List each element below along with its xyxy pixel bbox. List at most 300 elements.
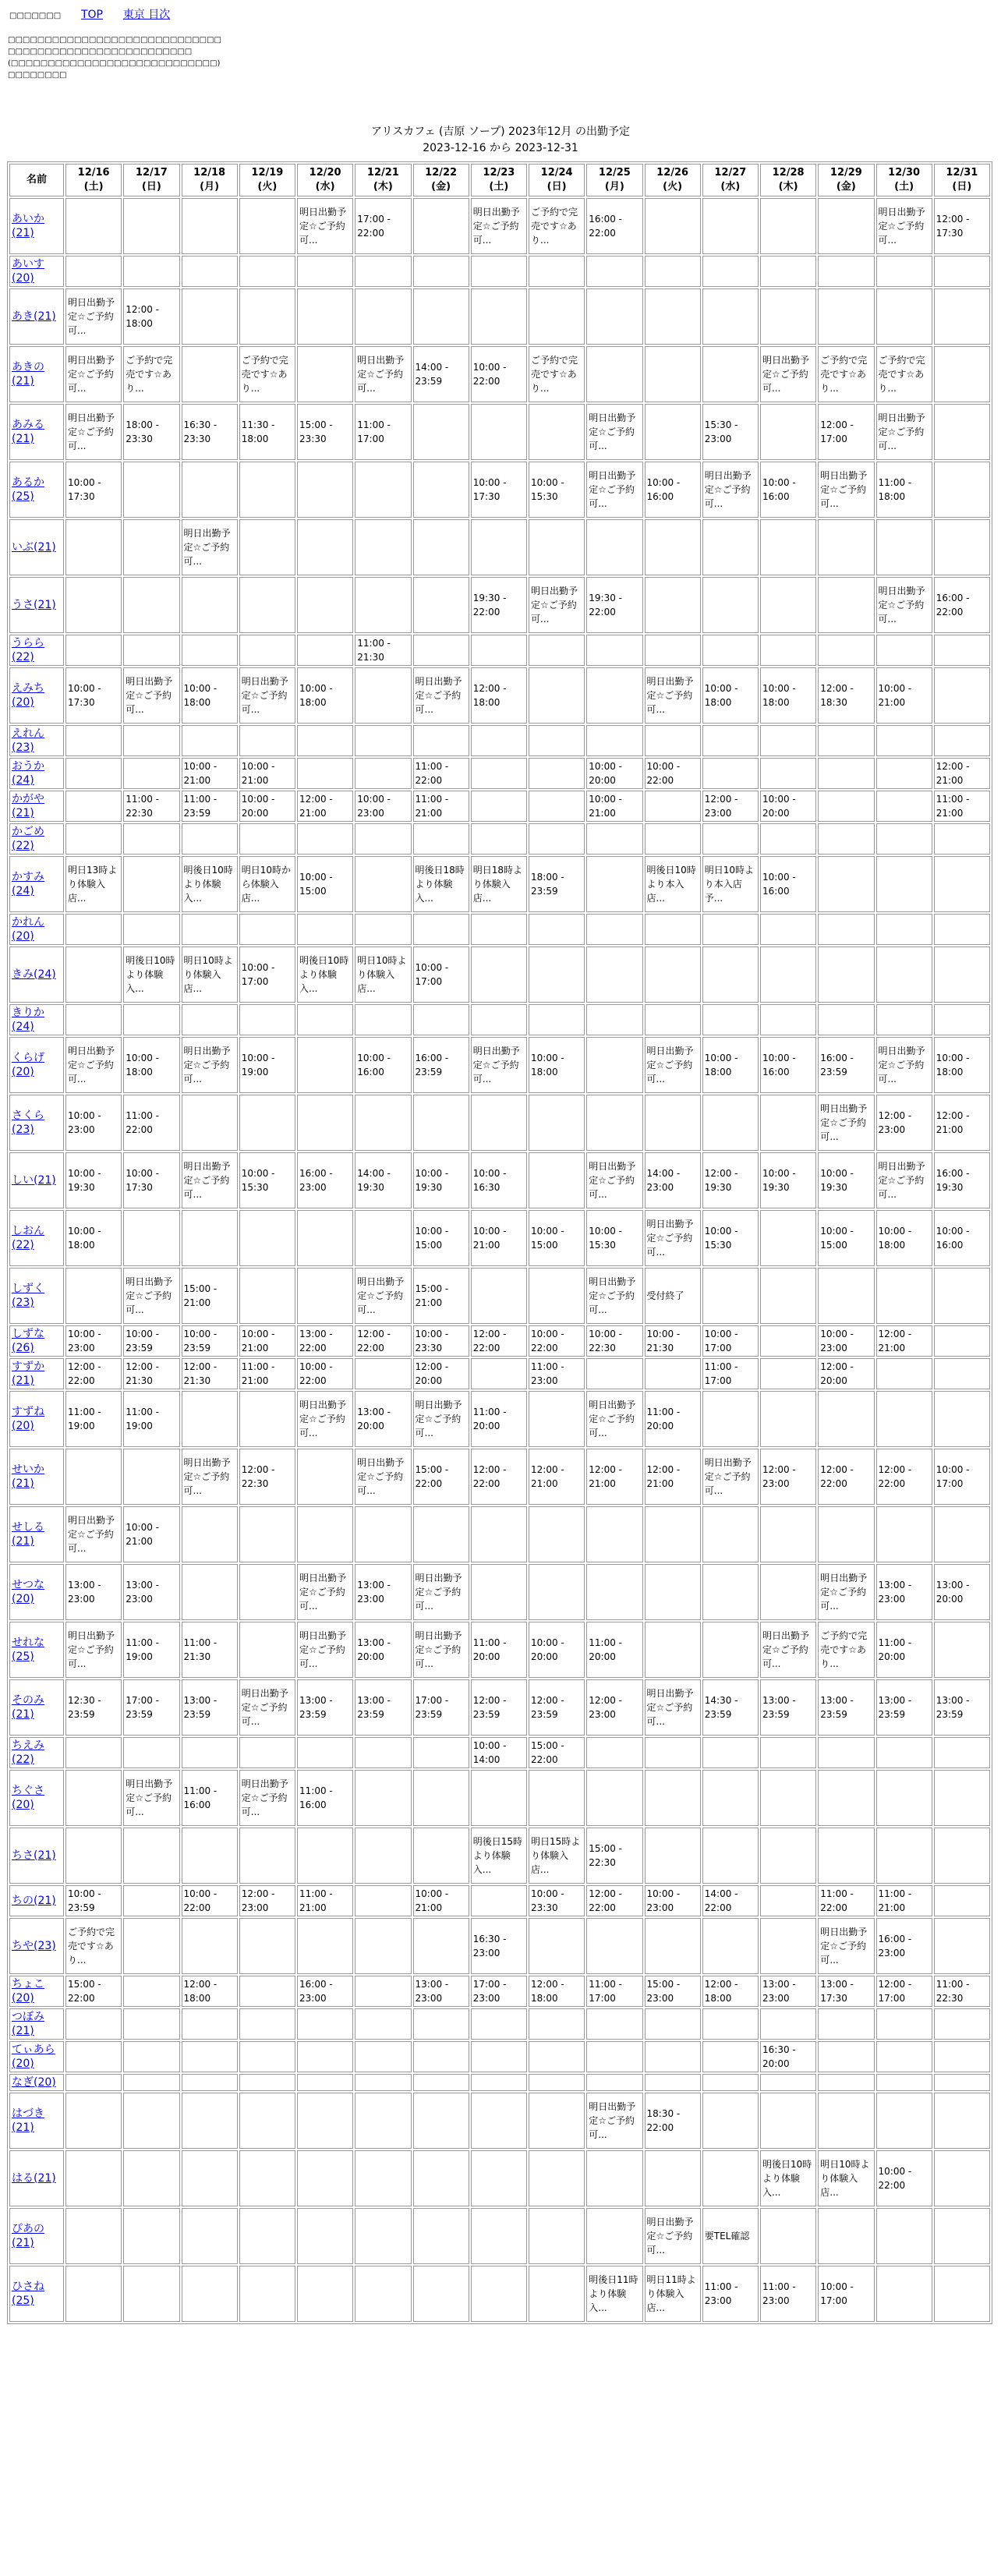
schedule-cell <box>182 1210 238 1266</box>
staff-name-link[interactable]: そのみ(21) <box>12 1694 44 1721</box>
staff-name-link[interactable]: ちょこ(20) <box>12 1978 44 2005</box>
schedule-cell <box>818 823 874 855</box>
staff-name-cell <box>9 2074 64 2091</box>
schedule-cell: 12:00 - 18:00 <box>182 1976 238 2007</box>
schedule-cell <box>529 914 585 945</box>
staff-name-link[interactable]: せいか(21) <box>12 1463 44 1490</box>
schedule-cell: 明日出勤予定☆ご予約可... <box>586 462 642 518</box>
date-header: 12/22 (金) <box>413 164 469 196</box>
schedule-cell <box>529 947 585 1003</box>
schedule-cell <box>297 758 353 789</box>
staff-name-link[interactable]: おうか(24) <box>12 760 44 787</box>
schedule-cell <box>645 1358 701 1389</box>
schedule-cell <box>355 2093 411 2149</box>
notice-line: □□□□□□□□□□□□□□□□□□□□□□□□□□□□□ <box>8 36 221 44</box>
schedule-cell <box>65 2093 122 2149</box>
schedule-cell <box>182 823 238 855</box>
schedule-cell <box>529 1564 585 1620</box>
date-header: 12/26 (火) <box>645 164 701 196</box>
schedule-cell <box>239 914 295 945</box>
schedule-cell <box>760 1268 816 1324</box>
schedule-cell: 13:00 - 20:00 <box>934 1564 990 1620</box>
staff-row <box>9 1976 990 2007</box>
schedule-cell <box>123 198 179 254</box>
schedule-cell <box>182 577 238 633</box>
schedule-cell <box>471 1095 527 1151</box>
schedule-cell <box>586 635 642 666</box>
staff-name-link[interactable]: はる(21) <box>12 2172 56 2185</box>
staff-name-link[interactable]: すずね(20) <box>12 1406 45 1432</box>
schedule-cell <box>65 914 122 945</box>
staff-name-link[interactable]: うさ(21) <box>12 599 56 611</box>
staff-name-link[interactable]: あいす(20) <box>12 258 44 285</box>
schedule-cell <box>297 2150 353 2206</box>
schedule-cell <box>934 947 990 1003</box>
schedule-cell: 受付終了 <box>645 1268 701 1324</box>
schedule-cell <box>934 462 990 518</box>
staff-name-link[interactable]: あき(21) <box>12 310 56 323</box>
staff-name-link[interactable]: せしる(21) <box>12 1521 44 1548</box>
schedule-cell <box>818 256 874 287</box>
schedule-cell: 11:00 - 17:00 <box>702 1358 759 1389</box>
staff-name-cell <box>9 1770 64 1826</box>
schedule-cell <box>239 1828 295 1884</box>
schedule-cell: 17:00 - 23:59 <box>123 1679 179 1736</box>
schedule-cell: 明日出勤予定☆ご予約可... <box>702 462 759 518</box>
schedule-cell: 10:00 - 17:30 <box>471 462 527 518</box>
schedule-cell <box>239 519 295 575</box>
schedule-cell <box>760 1004 816 1035</box>
schedule-cell <box>702 1918 759 1974</box>
schedule-cell <box>818 519 874 575</box>
staff-name-link[interactable]: ちや(23) <box>12 1940 56 1952</box>
schedule-cell <box>182 2266 238 2322</box>
staff-name-link[interactable]: かがや(21) <box>12 793 44 819</box>
schedule-cell <box>65 1449 122 1505</box>
schedule-cell: 11:00 - 21:30 <box>182 1622 238 1678</box>
notice-block <box>0 20 1001 81</box>
schedule-cell <box>239 577 295 633</box>
schedule-cell <box>702 1268 759 1324</box>
schedule-cell <box>645 791 701 822</box>
schedule-cell: 明日出勤予定☆ご予約可... <box>586 404 642 460</box>
schedule-cell <box>645 823 701 855</box>
schedule-cell: 10:00 - 18:00 <box>876 1210 932 1266</box>
staff-name-cell <box>9 758 64 789</box>
staff-name-link[interactable]: あみる(21) <box>12 419 44 445</box>
schedule-cell: ご予約で完売です☆あり... <box>65 1918 122 1974</box>
schedule-cell <box>818 856 874 912</box>
schedule-cell: 10:00 - 18:00 <box>760 667 816 724</box>
schedule-cell: 10:00 - 23:00 <box>65 1325 122 1357</box>
schedule-cell <box>471 1268 527 1324</box>
schedule-cell <box>645 519 701 575</box>
schedule-cell <box>413 2074 469 2091</box>
schedule-cell: 12:00 - 22:30 <box>239 1449 295 1505</box>
staff-name-link[interactable]: はづき(21) <box>12 2107 44 2134</box>
schedule-cell <box>355 1095 411 1151</box>
schedule-cell <box>65 2208 122 2264</box>
schedule-cell: 10:00 - 22:00 <box>182 1885 238 1916</box>
schedule-cell <box>297 1210 353 1266</box>
schedule-cell: 10:00 - 16:00 <box>645 462 701 518</box>
schedule-cell <box>471 791 527 822</box>
schedule-cell <box>586 947 642 1003</box>
schedule-cell: 明日出勤予定☆ご予約可... <box>645 1037 701 1093</box>
schedule-cell: 12:00 - 22:00 <box>471 1325 527 1357</box>
schedule-cell <box>529 404 585 460</box>
schedule-cell: 10:00 - 23:30 <box>529 1885 585 1916</box>
staff-name-link[interactable]: ちえみ(22) <box>12 1739 44 1766</box>
schedule-cell <box>934 1622 990 1678</box>
schedule-cell <box>934 2266 990 2322</box>
schedule-cell <box>586 1737 642 1768</box>
staff-name-cell <box>9 577 64 633</box>
schedule-cell <box>355 758 411 789</box>
schedule-cell: 10:00 - 21:30 <box>645 1325 701 1357</box>
schedule-cell: 明日出勤予定☆ご予約可... <box>876 404 932 460</box>
staff-name-link[interactable]: えみち(20) <box>12 682 44 709</box>
schedule-cell <box>355 1976 411 2007</box>
schedule-cell <box>760 1737 816 1768</box>
schedule-cell: 11:00 - 16:00 <box>182 1770 238 1826</box>
schedule-cell <box>529 1391 585 1447</box>
schedule-cell: 明日出勤予定☆ご予約可... <box>876 1152 932 1208</box>
schedule-cell: 12:00 - 19:30 <box>702 1152 759 1208</box>
schedule-cell <box>934 914 990 945</box>
schedule-cell: 11:00 - 23:00 <box>529 1358 585 1389</box>
staff-name-link[interactable]: きみ(24) <box>12 968 56 981</box>
staff-name-link[interactable]: ちぐさ(20) <box>12 1785 44 1811</box>
staff-name-link[interactable]: しい(21) <box>12 1174 56 1187</box>
staff-row <box>9 1564 990 1620</box>
schedule-cell <box>471 1564 527 1620</box>
date-header: 12/23 (土) <box>471 164 527 196</box>
staff-name-cell <box>9 2008 64 2040</box>
schedule-cell: 10:00 - 22:00 <box>471 346 527 402</box>
schedule-cell: 13:00 - 23:00 <box>65 1564 122 1620</box>
staff-name-link[interactable]: しおん(22) <box>12 1225 44 1251</box>
schedule-cell: 10:00 - 17:30 <box>65 462 122 518</box>
schedule-cell <box>702 1506 759 1562</box>
schedule-cell <box>529 823 585 855</box>
schedule-cell: 10:00 - 19:00 <box>239 1037 295 1093</box>
schedule-cell: 13:00 - 20:00 <box>355 1391 411 1447</box>
schedule-cell: 明日10時より体験入店... <box>355 947 411 1003</box>
schedule-cell: 12:00 - 23:59 <box>471 1679 527 1736</box>
staff-row <box>9 198 990 254</box>
schedule-cell <box>239 725 295 756</box>
schedule-cell: 12:00 - 21:30 <box>123 1358 179 1389</box>
schedule-cell: 12:00 - 21:00 <box>297 791 353 822</box>
schedule-cell <box>760 2008 816 2040</box>
schedule-cell <box>355 2074 411 2091</box>
schedule-cell: 12:00 - 22:00 <box>818 1449 874 1505</box>
schedule-cell: 10:00 - 15:30 <box>702 1210 759 1266</box>
schedule-cell <box>65 725 122 756</box>
schedule-cell <box>702 1095 759 1151</box>
staff-name-link[interactable]: くらげ(20) <box>12 1052 44 1078</box>
schedule-cell <box>182 1095 238 1151</box>
schedule-cell <box>471 635 527 666</box>
schedule-cell: 11:00 - 22:00 <box>413 758 469 789</box>
schedule-cell <box>934 1918 990 1974</box>
schedule-cell: 10:00 - 16:00 <box>355 1037 411 1093</box>
schedule-cell <box>818 2208 874 2264</box>
schedule-cell <box>818 914 874 945</box>
staff-name-link[interactable]: えれん(23) <box>12 727 44 754</box>
schedule-cell: 12:00 - 21:00 <box>529 1449 585 1505</box>
schedule-cell <box>529 2074 585 2091</box>
staff-row <box>9 1268 990 1324</box>
staff-row <box>9 1679 990 1736</box>
staff-name-link[interactable]: あきの(21) <box>12 361 44 387</box>
schedule-cell <box>760 519 816 575</box>
staff-name-link[interactable]: しずな(26) <box>12 1328 44 1354</box>
staff-name-link[interactable]: せれな(25) <box>12 1637 44 1663</box>
staff-row <box>9 667 990 724</box>
schedule-cell <box>702 256 759 287</box>
schedule-cell <box>355 2266 411 2322</box>
staff-name-cell <box>9 1004 64 1035</box>
schedule-cell: 17:00 - 23:59 <box>413 1679 469 1736</box>
schedule-cell: 11:00 - 22:30 <box>123 791 179 822</box>
schedule-cell: 15:00 - 22:00 <box>529 1737 585 1768</box>
staff-name-link[interactable]: かれん(20) <box>12 916 44 943</box>
staff-row <box>9 2074 990 2091</box>
staff-row <box>9 1095 990 1151</box>
schedule-table <box>7 161 992 2324</box>
schedule-cell <box>123 1004 179 1035</box>
staff-name-cell <box>9 2093 64 2149</box>
schedule-cell: 13:00 - 23:59 <box>355 1679 411 1736</box>
schedule-cell: 10:00 - 17:30 <box>65 667 122 724</box>
date-header: 12/30 (土) <box>876 164 932 196</box>
schedule-cell <box>471 2041 527 2072</box>
schedule-cell: 10:00 - 21:00 <box>876 667 932 724</box>
staff-name-link[interactable]: ちさ(21) <box>12 1849 56 1862</box>
schedule-cell <box>876 635 932 666</box>
schedule-cell: 10:00 - 18:00 <box>702 667 759 724</box>
schedule-cell <box>934 288 990 345</box>
schedule-cell <box>297 2041 353 2072</box>
schedule-cell <box>760 725 816 756</box>
staff-name-cell <box>9 823 64 855</box>
schedule-cell: 12:00 - 17:30 <box>934 198 990 254</box>
staff-name-cell <box>9 856 64 912</box>
staff-name-link[interactable]: かすみ(24) <box>12 871 44 897</box>
schedule-cell <box>123 635 179 666</box>
staff-name-link[interactable]: かごめ(22) <box>12 826 44 852</box>
notice-line: □□□□□□□□ <box>8 71 67 80</box>
schedule-cell: 10:00 - 20:00 <box>239 791 295 822</box>
top-nav <box>0 0 1001 20</box>
schedule-cell: 要TEL確認 <box>702 2208 759 2264</box>
staff-name-link[interactable]: いぶ(21) <box>12 541 56 554</box>
schedule-cell: 10:00 - 17:00 <box>239 947 295 1003</box>
schedule-cell: 明日出勤予定☆ご予約可... <box>239 1679 295 1736</box>
staff-name-link[interactable]: きりか(24) <box>12 1007 44 1033</box>
schedule-cell <box>239 256 295 287</box>
schedule-cell: 13:00 - 20:00 <box>355 1622 411 1678</box>
schedule-cell <box>529 1004 585 1035</box>
staff-name-link[interactable]: てぃあら(20) <box>12 2043 55 2070</box>
schedule-cell <box>123 2093 179 2149</box>
schedule-cell: ご予約で完売です☆あり... <box>876 346 932 402</box>
schedule-cell: 明日出勤予定☆ご予約可... <box>818 1095 874 1151</box>
schedule-cell <box>123 1828 179 1884</box>
schedule-cell <box>702 1622 759 1678</box>
schedule-cell <box>876 1268 932 1324</box>
tokyo-index-link[interactable]: 東京 目次 <box>122 9 171 21</box>
schedule-cell: 14:00 - 22:00 <box>702 1885 759 1916</box>
schedule-cell: 明日出勤予定☆ご予約可... <box>123 1268 179 1324</box>
staff-row <box>9 2093 990 2149</box>
schedule-cell <box>702 758 759 789</box>
schedule-cell <box>413 823 469 855</box>
schedule-cell <box>760 2074 816 2091</box>
schedule-cell <box>645 577 701 633</box>
staff-name-link[interactable]: うらら(22) <box>12 637 44 663</box>
schedule-cell: 16:00 - 22:00 <box>934 577 990 633</box>
schedule-cell <box>876 1828 932 1884</box>
schedule-cell: 10:00 - 23:00 <box>65 1095 122 1151</box>
schedule-cell <box>65 791 122 822</box>
staff-name-cell <box>9 198 64 254</box>
schedule-cell: 明後日18時より体験入... <box>413 856 469 912</box>
schedule-cell: 13:00 - 23:59 <box>934 1679 990 1736</box>
staff-row <box>9 404 990 460</box>
schedule-cell <box>586 2008 642 2040</box>
schedule-cell: 10:00 - 16:00 <box>760 1037 816 1093</box>
schedule-cell <box>645 1770 701 1826</box>
schedule-cell: 13:00 - 23:59 <box>760 1679 816 1736</box>
schedule-cell <box>818 947 874 1003</box>
staff-name-link[interactable]: あいか(21) <box>12 213 44 239</box>
schedule-cell: 明後日10時より体験入... <box>123 947 179 1003</box>
schedule-cell: 13:00 - 23:00 <box>876 1564 932 1620</box>
schedule-cell <box>818 2093 874 2149</box>
schedule-cell: 明日10時より本入店予... <box>702 856 759 912</box>
schedule-cell <box>702 725 759 756</box>
schedule-cell <box>123 758 179 789</box>
staff-name-link[interactable]: ひさね(25) <box>12 2281 44 2307</box>
staff-name-link[interactable]: あるか(25) <box>12 476 44 503</box>
schedule-cell <box>123 1737 179 1768</box>
schedule-cell <box>645 1564 701 1620</box>
schedule-cell <box>529 256 585 287</box>
schedule-cell: 15:00 - 22:00 <box>65 1976 122 2007</box>
schedule-cell <box>818 1828 874 1884</box>
schedule-cell: 16:00 - 23:00 <box>297 1976 353 2007</box>
schedule-cell <box>123 2266 179 2322</box>
schedule-cell <box>355 856 411 912</box>
staff-name-link[interactable]: すずか(21) <box>12 1361 45 1387</box>
staff-row <box>9 1885 990 1916</box>
schedule-cell <box>934 1358 990 1389</box>
staff-name-cell <box>9 1737 64 1768</box>
schedule-cell <box>413 725 469 756</box>
staff-name-cell <box>9 1885 64 1916</box>
date-header: 12/31 (日) <box>934 164 990 196</box>
schedule-cell <box>65 1737 122 1768</box>
staff-name-cell <box>9 1679 64 1736</box>
staff-name-link[interactable]: しずく(23) <box>12 1283 44 1309</box>
schedule-cell <box>818 577 874 633</box>
schedule-cell: ご予約で完売です☆あり... <box>818 1622 874 1678</box>
staff-name-link[interactable]: せつな(20) <box>12 1579 44 1605</box>
schedule-cell <box>934 2008 990 2040</box>
schedule-cell: 14:00 - 23:59 <box>413 346 469 402</box>
schedule-cell <box>239 2266 295 2322</box>
schedule-cell: 10:00 - 23:00 <box>355 791 411 822</box>
schedule-cell <box>297 1506 353 1562</box>
schedule-cell <box>876 1506 932 1562</box>
schedule-cell <box>876 2041 932 2072</box>
notice-line: □□□□□□□□□□□□□□□□□□□□□□□□□ <box>8 48 193 56</box>
schedule-cell <box>876 2074 932 2091</box>
staff-row <box>9 635 990 666</box>
schedule-cell <box>297 1004 353 1035</box>
staff-name-link[interactable]: なぎ(20) <box>12 2076 56 2089</box>
schedule-cell: 11:30 - 18:00 <box>239 404 295 460</box>
schedule-cell: 13:00 - 23:59 <box>818 1679 874 1736</box>
staff-row <box>9 947 990 1003</box>
staff-name-link[interactable]: ぴあの(21) <box>12 2223 44 2249</box>
schedule-cell: 12:00 - 21:00 <box>934 1095 990 1151</box>
staff-name-cell <box>9 1325 64 1357</box>
staff-name-link[interactable]: さくら(23) <box>12 1109 44 1136</box>
schedule-cell <box>413 1770 469 1826</box>
schedule-cell <box>239 1918 295 1974</box>
schedule-cell: 明日出勤予定☆ご予約可... <box>65 404 122 460</box>
schedule-cell <box>702 1828 759 1884</box>
schedule-cell <box>876 519 932 575</box>
schedule-cell <box>586 2074 642 2091</box>
schedule-cell <box>239 1095 295 1151</box>
schedule-cell: 13:00 - 23:00 <box>413 1976 469 2007</box>
schedule-cell <box>760 947 816 1003</box>
schedule-cell <box>818 2008 874 2040</box>
top-link[interactable]: TOP <box>80 9 103 21</box>
schedule-cell: 10:00 - 23:00 <box>645 1885 701 1916</box>
schedule-cell <box>818 1506 874 1562</box>
schedule-cell: 明日10時より体験入店... <box>182 947 238 1003</box>
schedule-cell <box>818 2041 874 2072</box>
schedule-cell <box>123 1976 179 2007</box>
schedule-cell <box>182 914 238 945</box>
schedule-cell <box>529 1918 585 1974</box>
schedule-cell <box>586 1918 642 1974</box>
schedule-cell <box>471 1506 527 1562</box>
schedule-cell: 明後日10時より体験入... <box>182 856 238 912</box>
schedule-cell: 10:00 - 21:00 <box>123 1506 179 1562</box>
schedule-cell: 10:00 - 16:00 <box>760 462 816 518</box>
schedule-cell: 11:00 - 20:00 <box>471 1622 527 1678</box>
staff-name-link[interactable]: つぼみ(21) <box>12 2011 44 2037</box>
schedule-cell <box>123 2074 179 2091</box>
schedule-cell <box>239 1391 295 1447</box>
staff-name-cell <box>9 404 64 460</box>
schedule-cell <box>818 2074 874 2091</box>
schedule-cell <box>413 462 469 518</box>
staff-name-link[interactable]: ちの(21) <box>12 1895 56 1907</box>
staff-row <box>9 791 990 822</box>
schedule-cell <box>239 1004 295 1035</box>
date-header: 12/21 (木) <box>355 164 411 196</box>
schedule-cell: 明日出勤予定☆ご予約可... <box>413 667 469 724</box>
schedule-cell <box>934 346 990 402</box>
